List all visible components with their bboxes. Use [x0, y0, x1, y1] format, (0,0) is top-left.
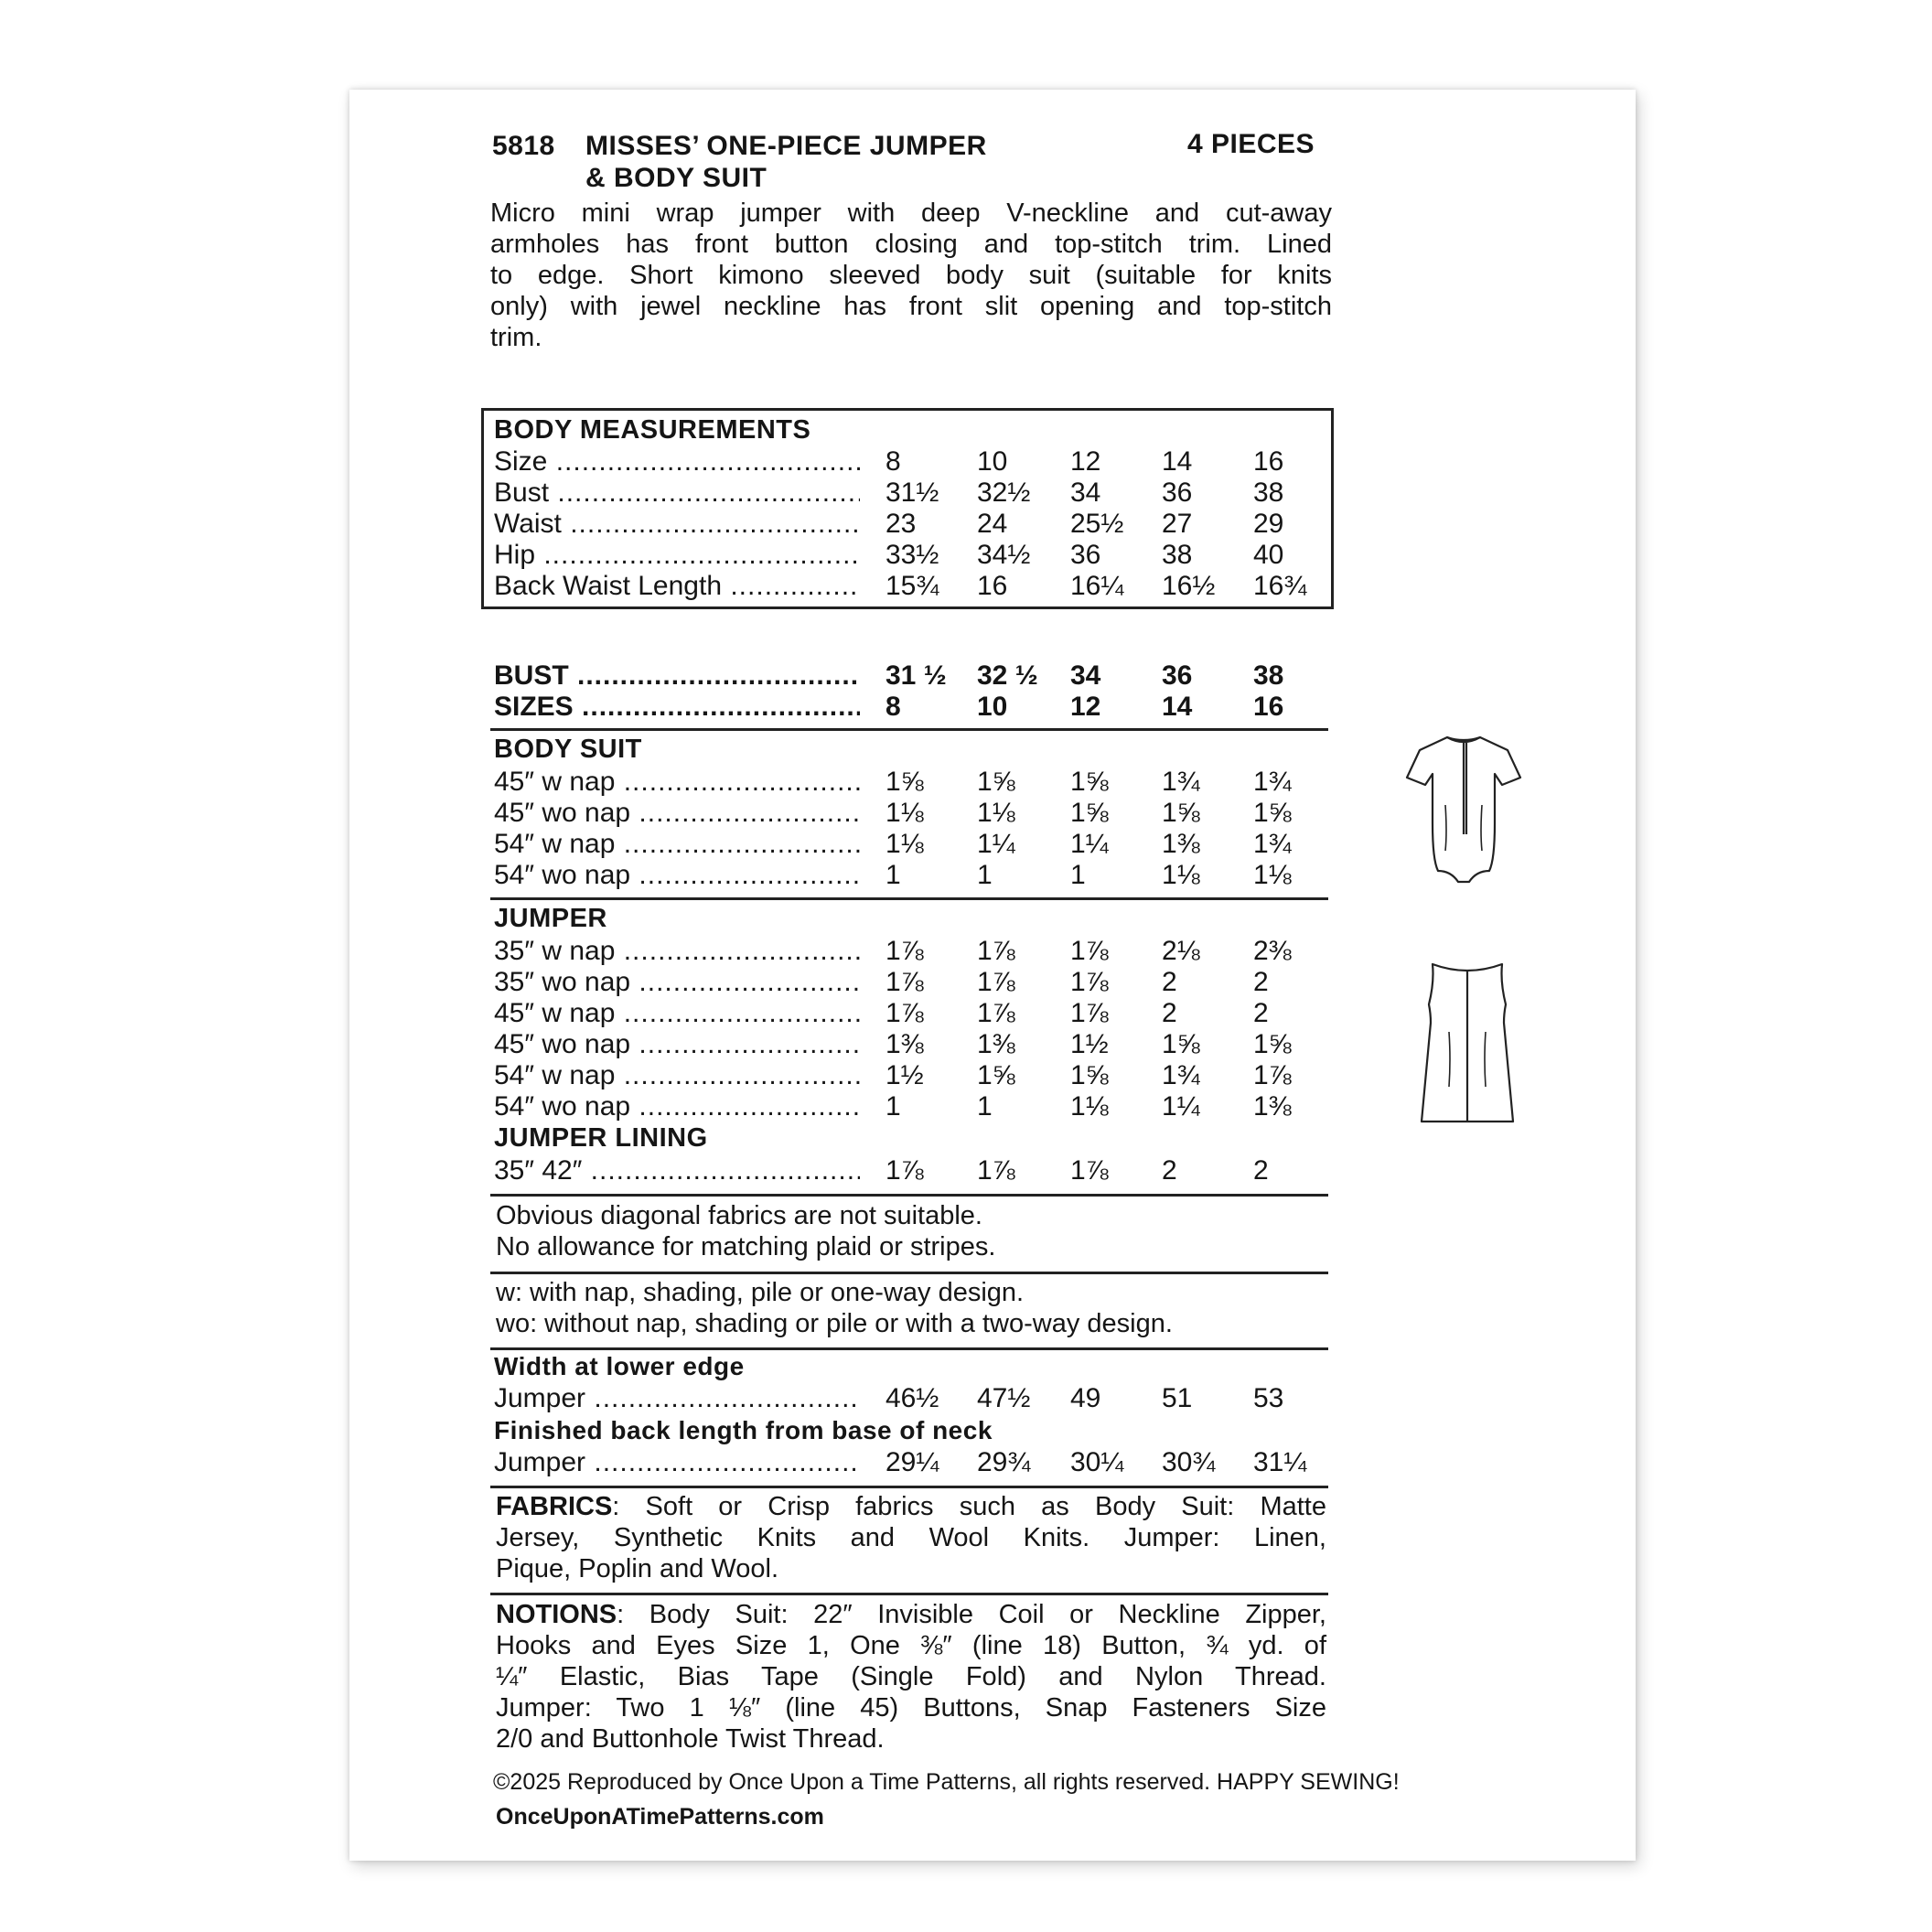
cell-value: 30¼: [1070, 1447, 1124, 1477]
cell-value: 16¼: [1070, 571, 1124, 601]
cell-value: 1⅝: [1070, 798, 1109, 828]
nap-legend: [496, 1277, 1326, 1339]
cell-value: 1⅛: [977, 798, 1015, 828]
cell-value: 32½: [977, 478, 1031, 508]
legend-line: wo: without nap, shading or pile or with a two-way design.: [496, 1309, 1173, 1338]
cell-value: 1⅛: [1070, 1091, 1109, 1122]
cell-value: 36: [1162, 660, 1193, 691]
cell-value: 2: [1253, 967, 1269, 997]
description-line: to edge. Short kimono sleeved body suit (suitable for knits: [490, 261, 1332, 290]
body-suit-title: BODY SUIT: [494, 735, 642, 764]
cell-value: 1⅞: [886, 998, 924, 1028]
fabrics-section: [496, 1491, 1326, 1584]
pattern-title-line2: & BODY SUIT: [585, 163, 767, 193]
cell-value: 1⅞: [977, 998, 1015, 1028]
row-label: Bust .....: [494, 478, 860, 509]
divider: [490, 1194, 1328, 1197]
cell-value: 38: [1253, 478, 1284, 508]
row-label: Size .....: [494, 446, 860, 478]
fabrics-line: : Soft or Crisp fabrics such as Body Suit: Matte: [612, 1492, 1326, 1521]
note-line: No allowance for matching plaid or stripes.: [496, 1232, 996, 1261]
description-line: armholes has front button closing and top-stitch trim. Lined: [490, 230, 1332, 259]
cell-value: 10: [977, 446, 1008, 477]
row-label: 45″ w nap .....: [494, 767, 860, 798]
cell-value: 29: [1253, 509, 1284, 539]
divider: [490, 1593, 1328, 1595]
row-label: 54″ w nap .....: [494, 829, 860, 860]
cell-value: 49: [1070, 1383, 1101, 1413]
cell-value: 36: [1070, 540, 1101, 570]
fabrics-line: Pique, Poplin and Wool.: [496, 1554, 779, 1583]
cell-value: 2: [1253, 998, 1269, 1028]
cell-value: 1⅜: [886, 1029, 924, 1059]
divider: [490, 728, 1328, 731]
body-measurements-title: BODY MEASUREMENTS: [494, 415, 811, 445]
width-lower-edge-title: Width at lower edge: [494, 1352, 745, 1380]
cell-value: 2⅛: [1162, 936, 1200, 966]
description-line: Micro mini wrap jumper with deep V-neckline and cut-away: [490, 199, 1332, 228]
cell-value: 1⅞: [977, 967, 1015, 997]
notions-line: ¼″ Elastic, Bias Tape (Single Fold) and Nylon Thread.: [496, 1662, 1326, 1691]
description-line: only) with jewel neckline has front slit opening and top-stitch: [490, 292, 1332, 321]
row-label: SIZES .....: [494, 692, 860, 723]
divider: [490, 897, 1328, 900]
cell-value: 38: [1162, 540, 1193, 570]
row-label: Jumper .....: [494, 1447, 860, 1478]
cell-value: 2⅜: [1253, 936, 1292, 966]
row-label: Jumper .....: [494, 1383, 860, 1414]
cell-value: 1⅞: [977, 1155, 1015, 1186]
cell-value: 1⅜: [1253, 1091, 1292, 1122]
cell-value: 2: [1162, 998, 1177, 1028]
notions-line: 2/0 and Buttonhole Twist Thread.: [496, 1724, 885, 1754]
cell-value: 1⅞: [886, 967, 924, 997]
row-label: 54″ wo nap .....: [494, 860, 860, 891]
body-suit-back-illustration: [1400, 732, 1528, 887]
cell-value: 1⅞: [886, 1155, 924, 1186]
cell-value: 1⅞: [1253, 1060, 1292, 1090]
cell-value: 1⅛: [1253, 860, 1292, 890]
cell-value: 1⅝: [1162, 798, 1200, 828]
cell-value: 33½: [886, 540, 939, 570]
cell-value: 1: [886, 860, 901, 890]
cell-value: 1⅞: [1070, 936, 1109, 966]
cell-value: 1⅞: [977, 936, 1015, 966]
cell-value: 25½: [1070, 509, 1124, 539]
cell-value: 1¾: [1162, 767, 1200, 797]
fabrics-line: Jersey, Synthetic Knits and Wool Knits. Jumper: Linen,: [496, 1523, 1326, 1552]
cell-value: 16: [1253, 692, 1284, 722]
notions-line: Hooks and Eyes Size 1, One ⅜″ (line 18) Button, ¾ yd. of: [496, 1631, 1326, 1660]
cell-value: 10: [977, 692, 1008, 722]
suitability-notes: [496, 1200, 1326, 1262]
cell-value: 1⅛: [886, 798, 924, 828]
cell-value: 51: [1162, 1383, 1193, 1413]
cell-value: 1⅝: [1070, 767, 1109, 797]
cell-value: 29¼: [886, 1447, 939, 1477]
cell-value: 23: [886, 509, 917, 539]
copyright-notice: ©2025 Reproduced by Once Upon a Time Patterns, all rights reserved. HAPPY SEWING!: [493, 1769, 1400, 1795]
notions-line: : Body Suit: 22″ Invisible Coil or Neckline Zipper,: [617, 1600, 1326, 1629]
cell-value: 38: [1253, 660, 1284, 691]
cell-value: 2: [1162, 967, 1177, 997]
cell-value: 47½: [977, 1383, 1031, 1413]
cell-value: 31 ½: [886, 660, 947, 691]
jumper-back-illustration: [1416, 959, 1519, 1132]
description-line: trim.: [490, 323, 542, 352]
cell-value: 36: [1162, 478, 1193, 508]
divider: [490, 1486, 1328, 1488]
row-label: 35″ 42″ .....: [494, 1155, 860, 1186]
row-label: 54″ wo nap .....: [494, 1091, 860, 1122]
cell-value: 1¼: [977, 829, 1015, 859]
legend-line: w: with nap, shading, pile or one-way design.: [496, 1278, 1025, 1307]
cell-value: 1⅝: [1253, 798, 1292, 828]
cell-value: 1: [977, 860, 993, 890]
divider: [490, 1272, 1328, 1274]
pieces-count: 4 PIECES: [1187, 129, 1315, 159]
cell-value: 1⅞: [1070, 967, 1109, 997]
cell-value: 1¾: [1253, 829, 1292, 859]
cell-value: 1¾: [1253, 767, 1292, 797]
cell-value: 8: [886, 446, 901, 477]
cell-value: 31¼: [1253, 1447, 1307, 1477]
cell-value: 1: [977, 1091, 993, 1122]
cell-value: 24: [977, 509, 1008, 539]
website-link[interactable]: OnceUponATimePatterns.com: [496, 1804, 824, 1830]
cell-value: 1⅞: [1070, 998, 1109, 1028]
cell-value: 16½: [1162, 571, 1216, 601]
row-label: BUST .....: [494, 660, 860, 692]
jumper-lining-title: JUMPER LINING: [494, 1123, 708, 1153]
note-line: Obvious diagonal fabrics are not suitable.: [496, 1201, 982, 1230]
cell-value: 1⅞: [1070, 1155, 1109, 1186]
cell-value: 2: [1162, 1155, 1177, 1186]
row-label: Back Waist Length .....: [494, 571, 860, 602]
cell-value: 27: [1162, 509, 1193, 539]
cell-value: 46½: [886, 1383, 939, 1413]
cell-value: 34: [1070, 478, 1101, 508]
fabrics-heading: FABRICS: [496, 1492, 613, 1521]
cell-value: 40: [1253, 540, 1284, 570]
cell-value: 1⅞: [886, 936, 924, 966]
cell-value: 16: [1253, 446, 1284, 477]
row-label: 35″ wo nap .....: [494, 967, 860, 998]
cell-value: 34½: [977, 540, 1031, 570]
row-label: 45″ wo nap .....: [494, 1029, 860, 1060]
notions-section: [496, 1599, 1326, 1755]
pattern-number: 5818: [492, 131, 555, 161]
cell-value: 12: [1070, 692, 1101, 722]
cell-value: 16: [977, 571, 1008, 601]
cell-value: 1⅝: [977, 767, 1015, 797]
row-label: Hip .....: [494, 540, 860, 571]
cell-value: 53: [1253, 1383, 1284, 1413]
cell-value: 1⅝: [1253, 1029, 1292, 1059]
row-label: Waist .....: [494, 509, 860, 540]
cell-value: 14: [1162, 446, 1193, 477]
row-label: 45″ w nap .....: [494, 998, 860, 1029]
cell-value: 1⅝: [1070, 1060, 1109, 1090]
row-label: 54″ w nap .....: [494, 1060, 860, 1091]
finished-back-length-title: Finished back length from base of neck: [494, 1416, 993, 1444]
notions-line: Jumper: Two 1 ⅛″ (line 45) Buttons, Snap Fasteners Size: [496, 1693, 1326, 1723]
cell-value: 15¾: [886, 571, 939, 601]
cell-value: 1¾: [1162, 1060, 1200, 1090]
cell-value: 1⅜: [1162, 829, 1200, 859]
pattern-description: [490, 198, 1332, 353]
cell-value: 30¾: [1162, 1447, 1216, 1477]
notions-heading: NOTIONS: [496, 1600, 617, 1629]
jumper-title: JUMPER: [494, 904, 607, 933]
cell-value: 32 ½: [977, 660, 1038, 691]
row-label: 35″ w nap .....: [494, 936, 860, 967]
cell-value: 16¾: [1253, 571, 1307, 601]
pattern-title-line1: MISSES’ ONE-PIECE JUMPER: [585, 131, 987, 161]
cell-value: 1⅛: [1162, 860, 1200, 890]
cell-value: 1½: [886, 1060, 924, 1090]
cell-value: 1: [886, 1091, 901, 1122]
divider: [490, 1347, 1328, 1350]
cell-value: 2: [1253, 1155, 1269, 1186]
cell-value: 1⅛: [886, 829, 924, 859]
cell-value: 1¼: [1070, 829, 1109, 859]
cell-value: 1: [1070, 860, 1086, 890]
cell-value: 29¾: [977, 1447, 1031, 1477]
cell-value: 14: [1162, 692, 1193, 722]
cell-value: 31½: [886, 478, 939, 508]
cell-value: 1¼: [1162, 1091, 1200, 1122]
cell-value: 1½: [1070, 1029, 1109, 1059]
cell-value: 12: [1070, 446, 1101, 477]
cell-value: 1⅝: [886, 767, 924, 797]
cell-value: 1⅝: [977, 1060, 1015, 1090]
cell-value: 8: [886, 692, 901, 722]
cell-value: 1⅜: [977, 1029, 1015, 1059]
row-label: 45″ wo nap .....: [494, 798, 860, 829]
cell-value: 34: [1070, 660, 1101, 691]
cell-value: 1⅝: [1162, 1029, 1200, 1059]
